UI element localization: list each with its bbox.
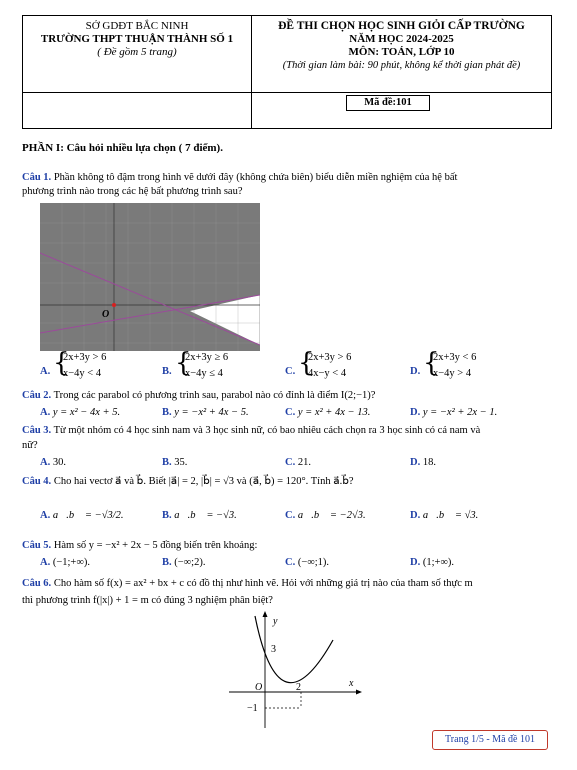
q1-text1: Phần không tô đậm trong hình vẽ dưới đây (không chứa biên) biểu diễn miền nghiệm của hệ bất (53, 172, 458, 183)
q6-label: Câu 6. (22, 578, 52, 589)
q1-opt-c-letter[interactable]: C. (285, 366, 296, 377)
q5-opt-d[interactable]: D. (1;+∞). (410, 557, 455, 568)
part1-heading: PHẦN I: Câu hỏi nhiều lựa chọn ( 7 điểm). (22, 142, 223, 154)
y-arrow-icon (263, 611, 268, 617)
time-note: (Thời gian làm bài: 90 phút, không kể thời gian phát đề) (282, 60, 521, 71)
q2-line (22, 389, 375, 402)
q3-line1 (22, 424, 480, 437)
page-count-note: ( Đề gồm 5 trang) (97, 46, 177, 58)
q6-text1: Cho hàm số f(x) = ax² + bx + c có đồ thị như hình vẽ. Hỏi với những giá trị nào của tham số thực m (53, 578, 473, 589)
subject: MÔN: TOÁN, LỚP 10 (348, 46, 455, 58)
brace-icon: { (53, 348, 70, 378)
q1-opt-a-letter[interactable]: A. (40, 366, 51, 377)
tick-label-3: 3 (271, 644, 276, 655)
q5-label: Câu 5. (22, 540, 52, 551)
q1-opt-d-system[interactable]: { 2x+3y < 6 x−4y > 4 (423, 348, 477, 379)
q5-line (22, 539, 257, 552)
school-name: TRƯỜNG THPT THUẬN THÀNH SỐ 1 (40, 33, 234, 45)
q4-opt-d[interactable]: D. a⃗.b⃗ = √3. (410, 510, 479, 521)
q2-opt-d[interactable]: D. y = −x² + 2x − 1. (410, 407, 498, 418)
x-arrow-icon (356, 690, 362, 695)
q4-line (22, 475, 354, 488)
exam-header (22, 15, 552, 129)
q1-graph (40, 203, 260, 351)
brace-icon: { (175, 348, 192, 378)
q4-opt-c[interactable]: C. a⃗.b⃗ = −2√3. (285, 510, 366, 521)
q4-text: Cho hai vectơ a⃗ và b⃗. Biết |a⃗| = 2, |b⃗| = √3 và (a⃗, b⃗) = 120°. Tính a⃗.b⃗? (53, 476, 354, 487)
q5-opt-a[interactable]: A. (−1;+∞). (40, 557, 90, 568)
q1-opt-c-system[interactable]: { 2x+3y > 6 4x−y < 4 (298, 348, 352, 379)
q1-opt-b-letter[interactable]: B. (162, 366, 172, 377)
q6-line1 (22, 577, 473, 590)
q3-opt-a[interactable]: A. 30. (40, 457, 66, 468)
q1-opt-b-system[interactable]: { 2x+3y ≥ 6 x−4y ≤ 4 (175, 348, 229, 379)
x-axis-label: x (349, 678, 354, 689)
origin-label: O (255, 682, 263, 693)
page-footer: Trang 1/5 - Mã đề 101 (432, 730, 548, 750)
q2-opt-c[interactable]: C. y = x² + 4x − 13. (285, 407, 371, 418)
exam-code: Mã đề:101 (346, 95, 430, 111)
q3-label: Câu 3. (22, 425, 52, 436)
q1-text2: phương trình nào trong các hệ bất phương trình sau? (22, 186, 243, 197)
q5-text: Hàm số y = −x² + 2x − 5 đồng biến trên khoảng: (53, 540, 258, 551)
q5-opt-c[interactable]: C. (−∞;1). (285, 557, 330, 568)
brace-icon: { (423, 348, 440, 378)
q1-line1 (22, 171, 457, 184)
q2-text: Trong các parabol có phương trình sau, parabol nào có đỉnh là điểm I(2;−1)? (53, 390, 376, 401)
exam-title: ĐỀ THI CHỌN HỌC SINH GIỎI CẤP TRƯỜNG (278, 20, 525, 32)
header-divider-horizontal (23, 92, 551, 93)
brace-icon: { (298, 348, 315, 378)
q4-opt-a[interactable]: A. a⃗.b⃗ = −√3/2. (40, 510, 124, 521)
q3-opt-c[interactable]: C. 21. (285, 457, 311, 468)
q4-label: Câu 4. (22, 476, 52, 487)
school-year: NĂM HỌC 2024-2025 (349, 33, 454, 45)
q4-opt-b[interactable]: B. a⃗.b⃗ = −√3. (162, 510, 237, 521)
q3-opt-b[interactable]: B. 35. (162, 457, 188, 468)
q6-text2: thì phương trình f(|x|) + 1 = m có đúng 3 nghiệm phân biệt? (22, 595, 273, 606)
q1-opt-a-system[interactable]: { 2x+3y > 6 x−4y < 4 (53, 348, 107, 379)
q6-graph (225, 610, 365, 728)
origin-point (112, 303, 116, 307)
department-name: SỞ GDĐT BẮC NINH (85, 20, 189, 32)
tick-label-2: 2 (296, 682, 301, 693)
q3-text2: nữ? (22, 440, 38, 451)
parabola-curve (255, 616, 333, 683)
y-axis-label: y (273, 616, 278, 627)
tick-label-minus-1: −1 (247, 703, 258, 714)
q2-opt-b[interactable]: B. y = −x² + 4x − 5. (162, 407, 249, 418)
q1-label: Câu 1. (22, 172, 52, 183)
q5-opt-b[interactable]: B. (−∞;2). (162, 557, 206, 568)
q2-label: Câu 2. (22, 390, 52, 401)
q3-opt-d[interactable]: D. 18. (410, 457, 436, 468)
q2-opt-a[interactable]: A. y = x² − 4x + 5. (40, 407, 121, 418)
q1-opt-d-letter[interactable]: D. (410, 366, 421, 377)
origin-label: O (102, 309, 110, 320)
q3-text1: Từ một nhóm có 4 học sinh nam và 3 học sinh nữ, có bao nhiêu cách chọn ra 3 học sinh có cả nam và (53, 425, 481, 436)
